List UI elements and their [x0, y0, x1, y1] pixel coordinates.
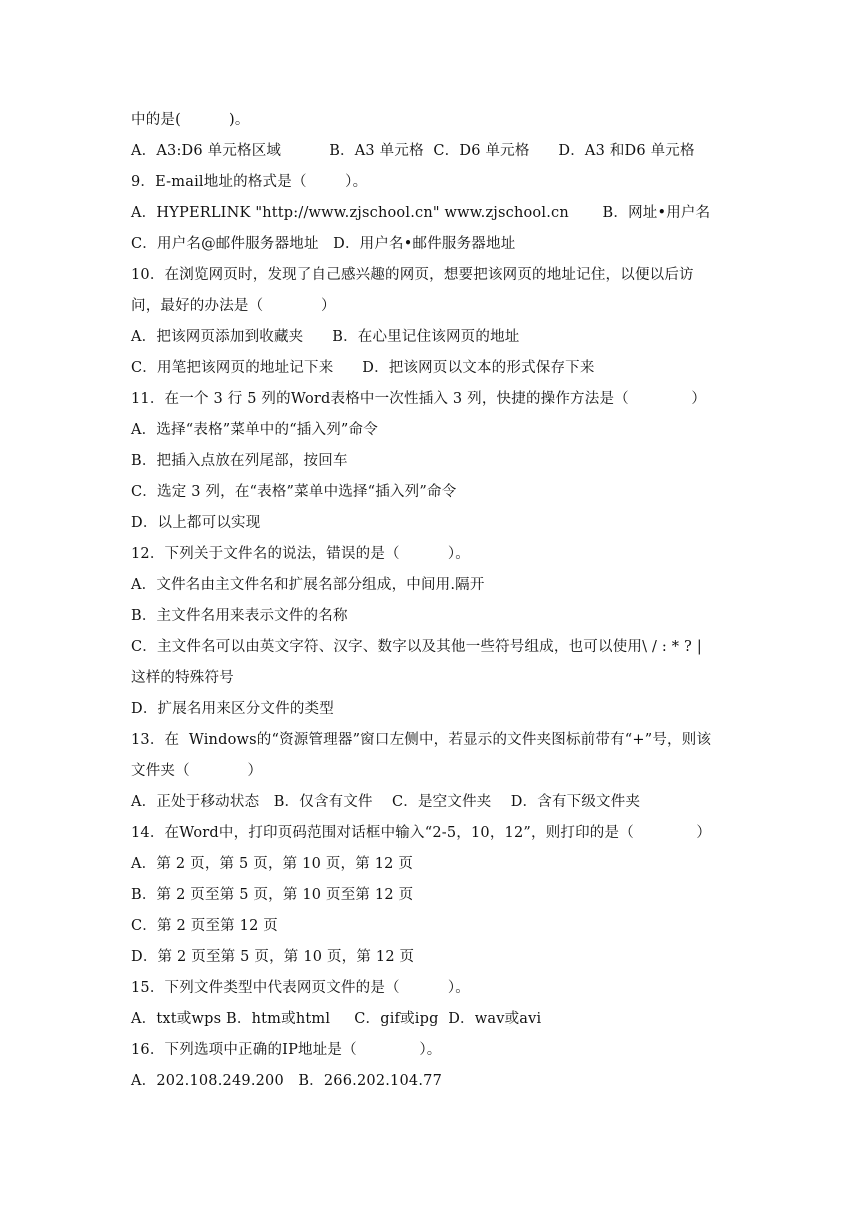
text-line: A．文件名由主文件名和扩展名部分组成，中间用.隔开: [131, 577, 485, 593]
text-line: 中的是( )。: [131, 112, 250, 128]
text-line: 15．下列文件类型中代表网页文件的是（ ）。: [131, 980, 470, 996]
text-line: 11．在一个 3 行 5 列的Word表格中一次性插入 3 列，快捷的操作方法是（ ）: [131, 391, 707, 407]
text-line: A．把该网页添加到收藏夹 B．在心里记住该网页的地址: [131, 329, 520, 345]
text-line: 9．E-mail地址的格式是（ ）。: [131, 174, 368, 190]
text-line: D．以上都可以实现: [131, 515, 261, 531]
text-line: A．第 2 页，第 5 页，第 10 页，第 12 页: [131, 856, 414, 872]
text-line: 这样的特殊符号: [131, 670, 234, 686]
text-line: 14．在Word中，打印页码范围对话框中输入“2-5，10，12”，则打印的是（ ）: [131, 825, 712, 841]
text-line: B．第 2 页至第 5 页，第 10 页至第 12 页: [131, 887, 414, 903]
text-line: A．A3:D6 单元格区域 B．A3 单元格 C．D6 单元格 D．A3 和D6 单元格: [131, 143, 695, 159]
text-line: D．扩展名用来区分文件的类型: [131, 701, 334, 717]
text-line: C．主文件名可以由英文字符、汉字、数字以及其他一些符号组成，也可以使用\ / : * ? |: [131, 639, 702, 655]
text-line: A．正处于移动状态 B．仅含有文件 C．是空文件夹 D．含有下级文件夹: [131, 794, 641, 810]
text-line: C．第 2 页至第 12 页: [131, 918, 279, 934]
text-line: 问，最好的办法是（ ）: [131, 298, 336, 314]
text-line: B．把插入点放在列尾部，按回车: [131, 453, 348, 469]
text-line: C．用笔把该网页的地址记下来 D．把该网页以文本的形式保存下来: [131, 360, 595, 376]
text-line: 12．下列关于文件名的说法，错误的是（ ）。: [131, 546, 470, 562]
text-line: A．选择“表格”菜单中的“插入列”命令: [131, 422, 378, 438]
text-line: 文件夹（ ）: [131, 763, 263, 779]
text-line: B．主文件名用来表示文件的名称: [131, 608, 348, 624]
text-line: 16．下列选项中正确的IP地址是（ ）。: [131, 1042, 442, 1058]
text-line: A．txt或wps B．htm或html C．gif或ipg D．wav或avi: [131, 1011, 542, 1027]
text-line: 13．在 Windows的“资源管理器”窗口左侧中，若显示的文件夹图标前带有“+”号，则该: [131, 732, 712, 748]
text-line: C．选定 3 列，在“表格”菜单中选择“插入列”命令: [131, 484, 457, 500]
text-line: A．202.108.249.200 B．266.202.104.77: [131, 1073, 442, 1089]
text-line: A．HYPERLINK "http://www.zjschool.cn" www.zjschool.cn B．网址•用户名: [131, 205, 711, 221]
text-line: C．用户名@邮件服务器地址 D．用户名•邮件服务器地址: [131, 236, 516, 252]
text-line: D．第 2 页至第 5 页，第 10 页，第 12 页: [131, 949, 415, 965]
text-line: 10．在浏览网页时，发现了自己感兴趣的网页，想要把该网页的地址记住，以便以后访: [131, 267, 694, 283]
